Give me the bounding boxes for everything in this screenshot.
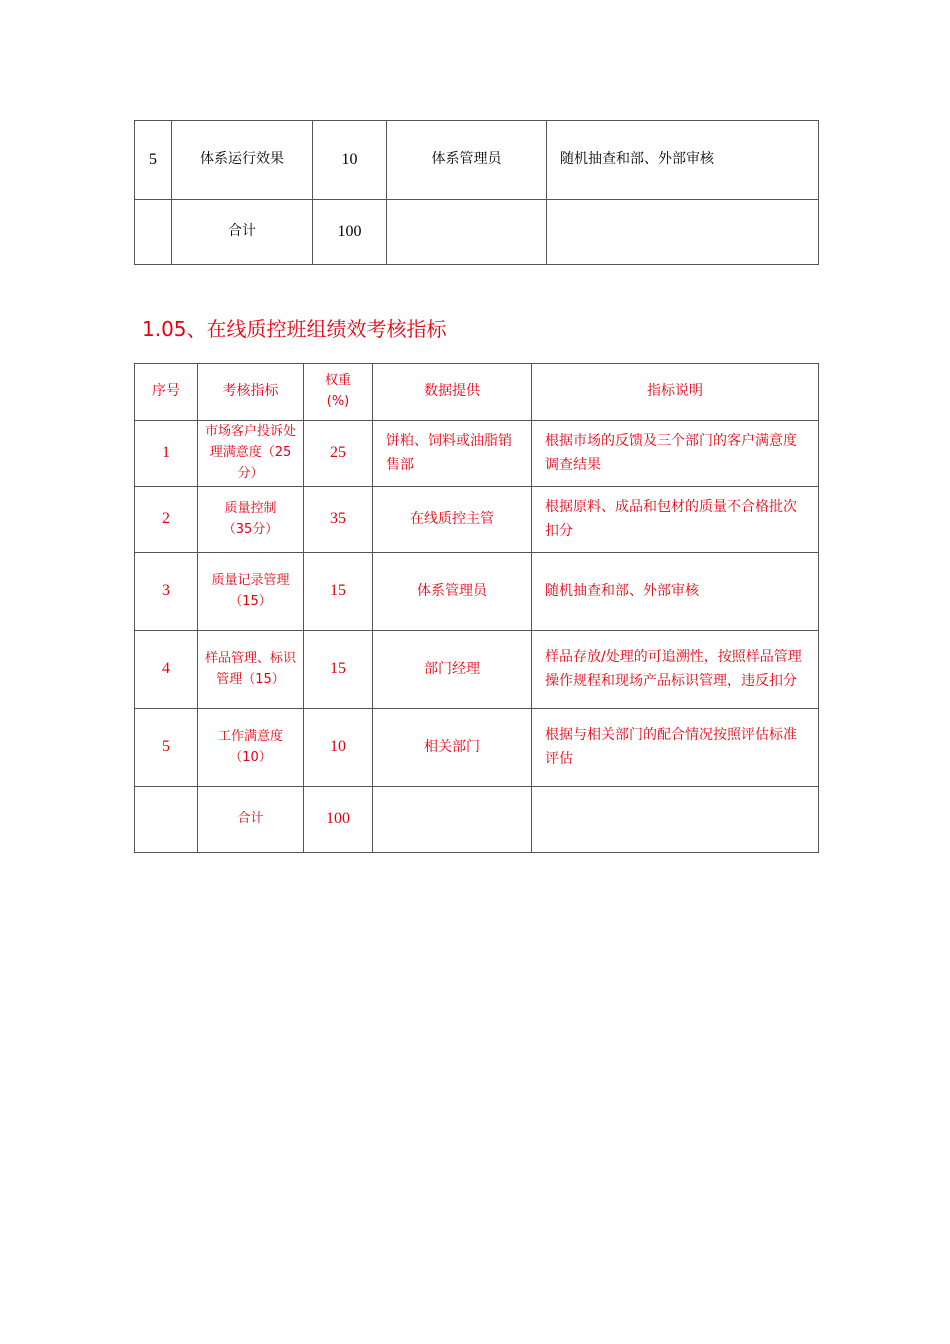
table-row: [135, 421, 819, 487]
indicator-description: 根据原料、成品和包材的质量不合格批次扣分: [532, 487, 819, 553]
indicator-name: 工作满意度（10）: [198, 709, 304, 787]
row-number: 1: [135, 421, 198, 487]
table-1: [134, 120, 819, 265]
weight-value: 15: [304, 631, 373, 709]
indicator-description: 根据市场的反馈及三个部门的客户满意度调查结果: [532, 421, 819, 487]
header-indicator: 考核指标: [198, 364, 304, 421]
indicator-description: 随机抽查和部、外部审核: [547, 121, 819, 200]
indicator-description: [532, 787, 819, 853]
row-number: [135, 787, 198, 853]
indicator-description: 样品存放/处理的可追溯性，按照样品管理操作规程和现场产品标识管理，违反扣分: [532, 631, 819, 709]
header-description: 指标说明: [532, 364, 819, 421]
row-number: 2: [135, 487, 198, 553]
table-header-row: [135, 364, 819, 421]
table-row: [135, 631, 819, 709]
header-no: 序号: [135, 364, 198, 421]
data-provider: [373, 787, 532, 853]
weight-value: 10: [313, 121, 387, 200]
data-provider: 相关部门: [373, 709, 532, 787]
total-weight: 100: [304, 787, 373, 853]
indicator-description: 根据与相关部门的配合情况按照评估标准评估: [532, 709, 819, 787]
data-provider: 饼粕、饲料或油脂销售部: [373, 421, 532, 487]
row-number: [135, 200, 172, 265]
row-number: 3: [135, 553, 198, 631]
row-number: 4: [135, 631, 198, 709]
weight-value: 25: [304, 421, 373, 487]
row-number: 5: [135, 121, 172, 200]
header-provider: 数据提供: [373, 364, 532, 421]
row-number: 5: [135, 709, 198, 787]
total-label: 合计: [172, 200, 313, 265]
total-label: 合计: [198, 787, 304, 853]
indicator-description: [547, 200, 819, 265]
header-weight-label: 权重: [324, 373, 351, 389]
data-provider: 体系管理员: [387, 121, 547, 200]
table-row: [135, 121, 819, 200]
header-weight: [304, 364, 373, 421]
data-provider: [387, 200, 547, 265]
total-weight: 100: [313, 200, 387, 265]
data-provider: 在线质控主管: [373, 487, 532, 553]
table-row-total: [135, 200, 819, 265]
indicator-name: 市场客户投诉处理满意度（25分）: [198, 421, 304, 487]
weight-value: 35: [304, 487, 373, 553]
indicator-description: 随机抽查和部、外部审核: [532, 553, 819, 631]
data-provider: 部门经理: [373, 631, 532, 709]
weight-value: 10: [304, 709, 373, 787]
table-row: [135, 709, 819, 787]
table-row-total: [135, 787, 819, 853]
indicator-name: 样品管理、标识管理（15）: [198, 631, 304, 709]
data-provider: 体系管理员: [373, 553, 532, 631]
table-row: [135, 553, 819, 631]
section-title: 1.05、在线质控班组绩效考核指标: [142, 317, 447, 341]
table-row: [135, 487, 819, 553]
header-weight-unit: (%): [326, 394, 350, 409]
indicator-name: 质量记录管理（15）: [198, 553, 304, 631]
indicator-name: 体系运行效果: [172, 121, 313, 200]
weight-value: 15: [304, 553, 373, 631]
table-2: [134, 363, 819, 853]
indicator-name: 质量控制（35分）: [198, 487, 304, 553]
